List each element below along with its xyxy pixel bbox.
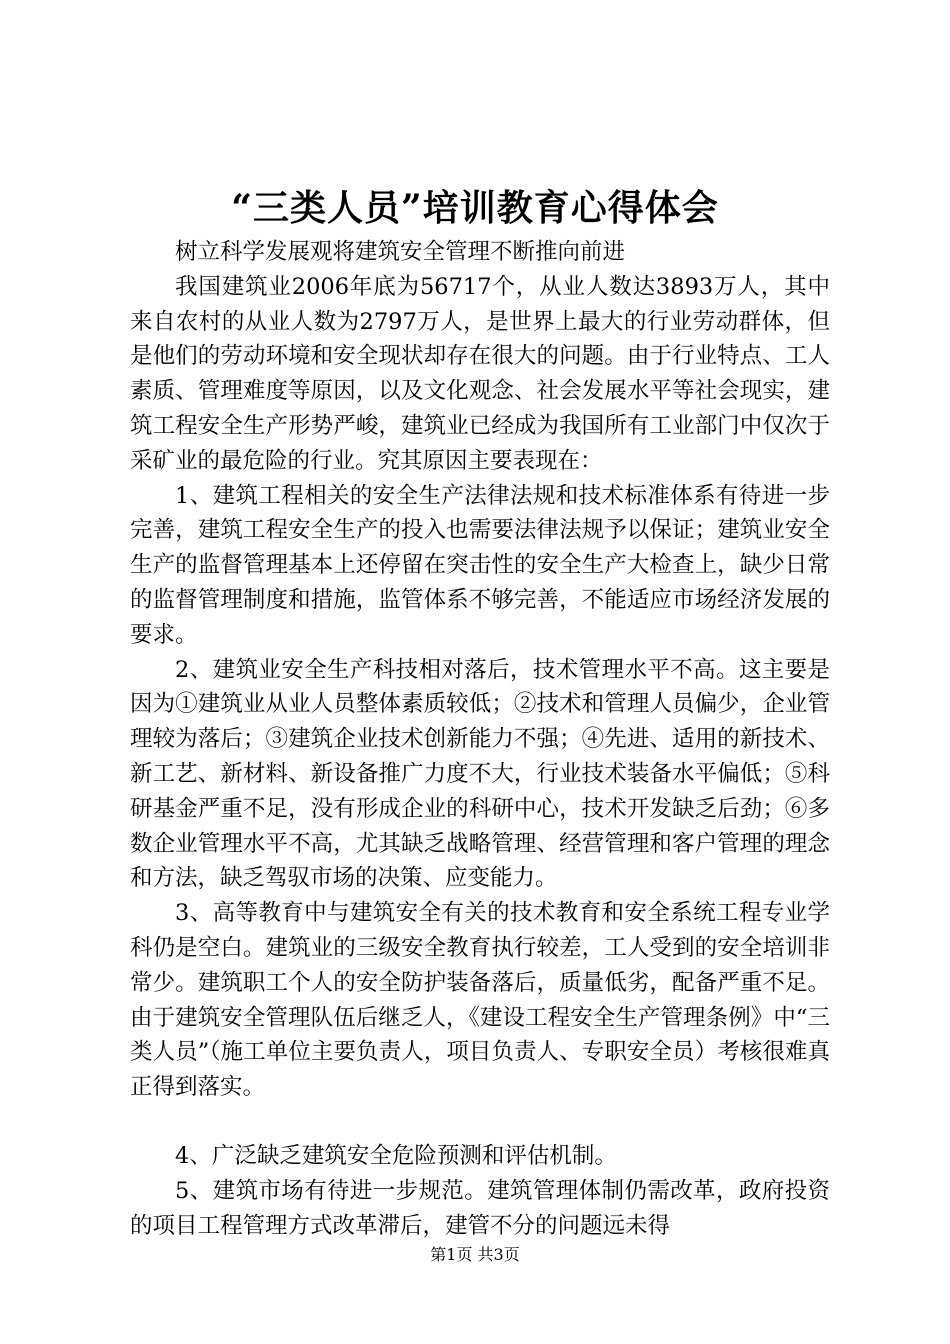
document-body <box>130 235 830 1243</box>
paragraph-item-4: 4、广泛缺乏建筑安全危险预测和评估机制。 <box>175 1142 617 1169</box>
paragraph-item-5: 5、建筑市场有待进一步规范。建筑管理体制仍需改革，政府投资的项目工程管理方式改革滞后，建管不分的问题远未得 <box>130 1177 830 1239</box>
paragraph-item-1: 1、建筑工程相关的安全生产法律法规和技术标准体系有待进一步完善，建筑工程安全生产的投入也需要法律法规予以保证；建筑业安全生产的监督管理基本上还停留在突击性的安全生产大检查上，缺少日常的监督管理制度和措施，监管体系不够完善，不能适应市场经济发展的要求。 <box>130 482 830 648</box>
paragraph-subtitle: 树立科学发展观将建筑安全管理不断推向前进 <box>175 239 626 265</box>
page-number: 第1页 共3页 <box>430 1245 520 1264</box>
document-title: “三类人员”培训教育心得体会 <box>231 187 719 229</box>
paragraph-item-2: 2、建筑业安全生产科技相对落后，技术管理水平不高。这主要是因为①建筑业从业人员整体素质较低；②技术和管理人员偏少，企业管理较为落后；③建筑企业技术创新能力不强；④先进、适用的新技术、新工艺、新材料、新设备推广力度不大，行业技术装备水平偏低；⑤科研基金严重不足，没有形成企业的科研中心，技术开发缺乏后劲；⑥多数企业管理水平不高，尤其缺乏战略管理、经营管理和客户管理的理念和方法，缺乏驾驭市场的决策、应变能力。 <box>130 656 830 892</box>
paragraph-intro: 我国建筑业2006年底为56717个，从业人数达3893万人，其中来自农村的从业人数为2797万人，是世界上最大的行业劳动群体，但是他们的劳动环境和安全现状却存在很大的问题。由于行业特点、工人素质、管理难度等原因，以及文化观念、社会发展水平等社会现实，建筑工程安全生产形势严峻，建筑业已经成为我国所有工业部门中仅次于采矿业的最危险的行业。究其原因主要表现在： <box>130 273 830 474</box>
paragraph-item-3: 3、高等教育中与建筑安全有关的技术教育和安全系统工程专业学科仍是空白。建筑业的三级安全教育执行较差，工人受到的安全培训非常少。建筑职工个人的安全防护装备落后，质量低劣，配备严重不足。由于建筑安全管理队伍后继乏人，《建设工程安全生产管理条例》中“三类人员”（施工单位主要负责人，项目负责人、专职安全员）考核很难真正得到落实。 <box>130 900 830 1101</box>
